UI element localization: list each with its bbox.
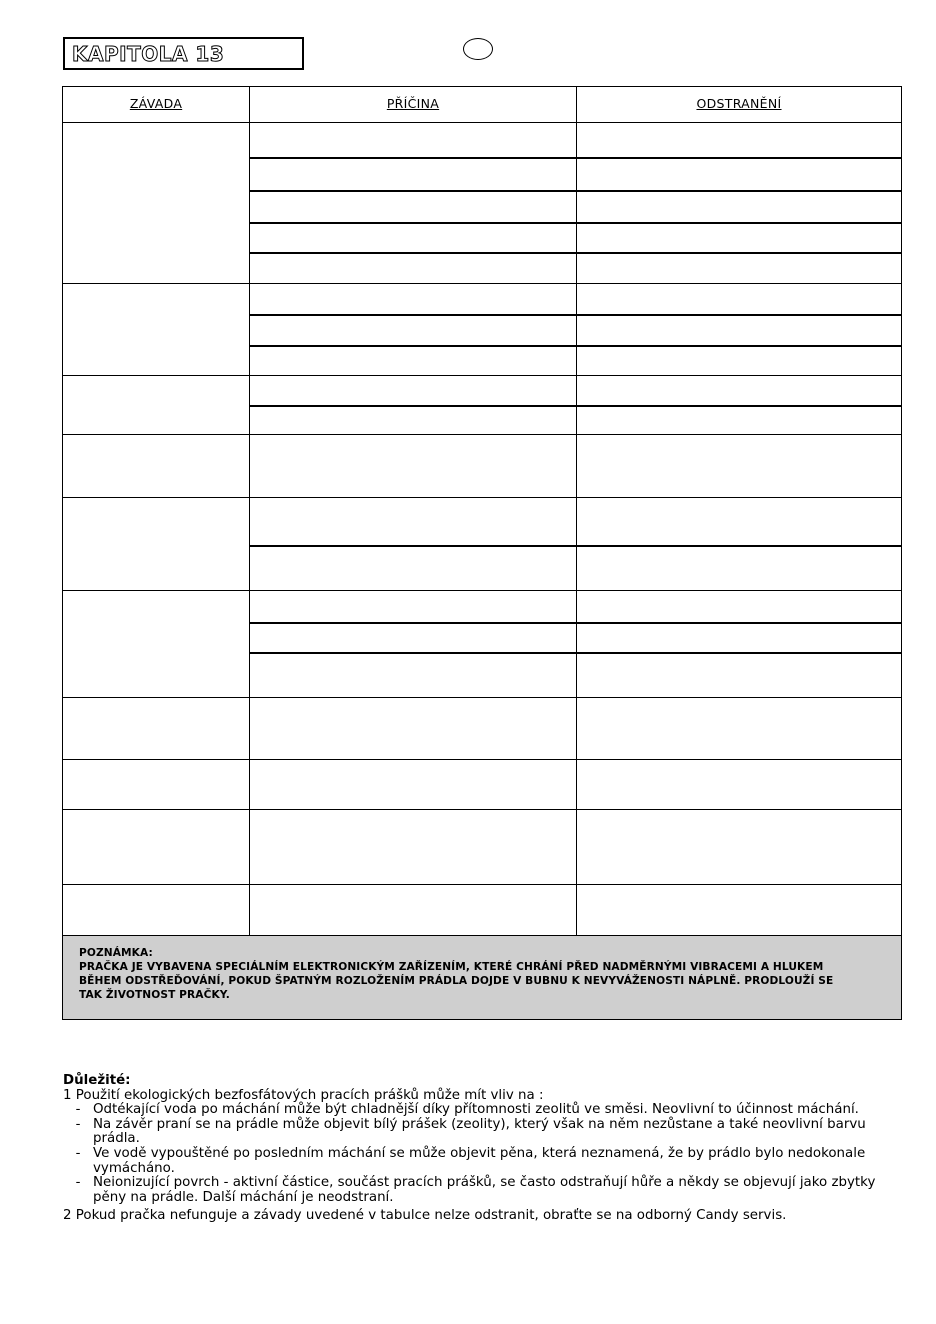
subrow-rule: [250, 545, 901, 547]
header-rule: [63, 122, 901, 123]
list-item-text: Na závěr praní se na prádle může objevit bílý prášek (zeolity), který však na něm nezůstane a také neovlivní barvu prádla.: [93, 1116, 866, 1147]
chapter-title-box: [63, 37, 304, 70]
column-header-fault: ZÁVADA: [129, 96, 183, 111]
note-box: [63, 936, 901, 1019]
important-section: [63, 1074, 903, 1224]
row-rule: [63, 809, 901, 810]
note-line: BĚHEM ODSTŘEĎOVÁNÍ, POKUD ŠPATNÝM ROZLOŽENÍM PRÁDLA DOJDE V BUBNU K NEVYVÁŽENOSTI NÁPLNĚ. PRODLOUŽÍ SE: [79, 975, 834, 987]
row-rule: [63, 434, 901, 435]
row-rule: [63, 697, 901, 698]
note-line: PRAČKA JE VYBAVENA SPECIÁLNÍM ELEKTRONICKÝM ZAŘÍZENÍM, KTERÉ CHRÁNÍ PŘED NADMĚRNÝMI VIBRACEMI A HLUKEM: [79, 961, 824, 973]
subrow-rule: [250, 652, 901, 654]
subrow-rule: [250, 252, 901, 254]
important-title: Důležité:: [63, 1073, 131, 1088]
row-rule: [63, 590, 901, 591]
subrow-rule: [250, 405, 901, 407]
subrow-rule: [250, 622, 901, 624]
row-rule: [63, 884, 901, 885]
important-point-1: 1 Použití ekologických bezfosfátových pracích prášků může mít vliv na :: [63, 1087, 544, 1103]
list-item: [63, 1118, 903, 1147]
column-header-remedy: ODSTRANĚNÍ: [696, 96, 782, 111]
language-badge: [463, 38, 493, 60]
list-item-text: Neionizující povrch - aktivní částice, součást pracích prášků, se často odstraňují hůře a někdy se objevují jako zbytky pěny na prádle. Další máchání je neodstraní.: [93, 1175, 876, 1205]
note-title: POZNÁMKA:: [79, 947, 153, 959]
troubleshooting-table: [62, 86, 902, 1020]
row-rule: [63, 283, 901, 284]
important-point-2: 2 Pokud pračka nefunguje a závady uvedené v tabulce nelze odstranit, obraťte se na odborný Candy servis.: [63, 1208, 787, 1224]
list-item-text: Odtékající voda po máchání může být chladnější díky přítomnosti zeolitů ve směsi. Neovlivní to účinnost máchání.: [93, 1102, 859, 1118]
list-item: [63, 1176, 903, 1205]
row-rule: [63, 375, 901, 376]
bullet-dash: -: [75, 1175, 81, 1191]
column-header-cause: PŘÍČINA: [386, 96, 440, 111]
bullet-dash: -: [75, 1145, 81, 1161]
list-item: [63, 1147, 903, 1176]
subrow-rule: [250, 345, 901, 347]
subrow-rule: [250, 157, 901, 159]
row-rule: [63, 759, 901, 760]
bullet-dash: -: [75, 1116, 81, 1132]
chapter-title: KAPITOLA 13: [72, 42, 225, 66]
subrow-rule: [250, 190, 901, 192]
bullet-dash: -: [75, 1102, 81, 1118]
subrow-rule: [250, 314, 901, 316]
subrow-rule: [250, 222, 901, 224]
list-item: [63, 1103, 903, 1118]
row-rule: [63, 497, 901, 498]
list-item-text: Ve vodě vypouštěné po posledním máchání se může objevit pěna, která neznamená, že by prádlo bylo nedokonale vymácháno.: [93, 1145, 866, 1176]
note-line: TAK ŽIVOTNOST PRAČKY.: [79, 989, 230, 1001]
